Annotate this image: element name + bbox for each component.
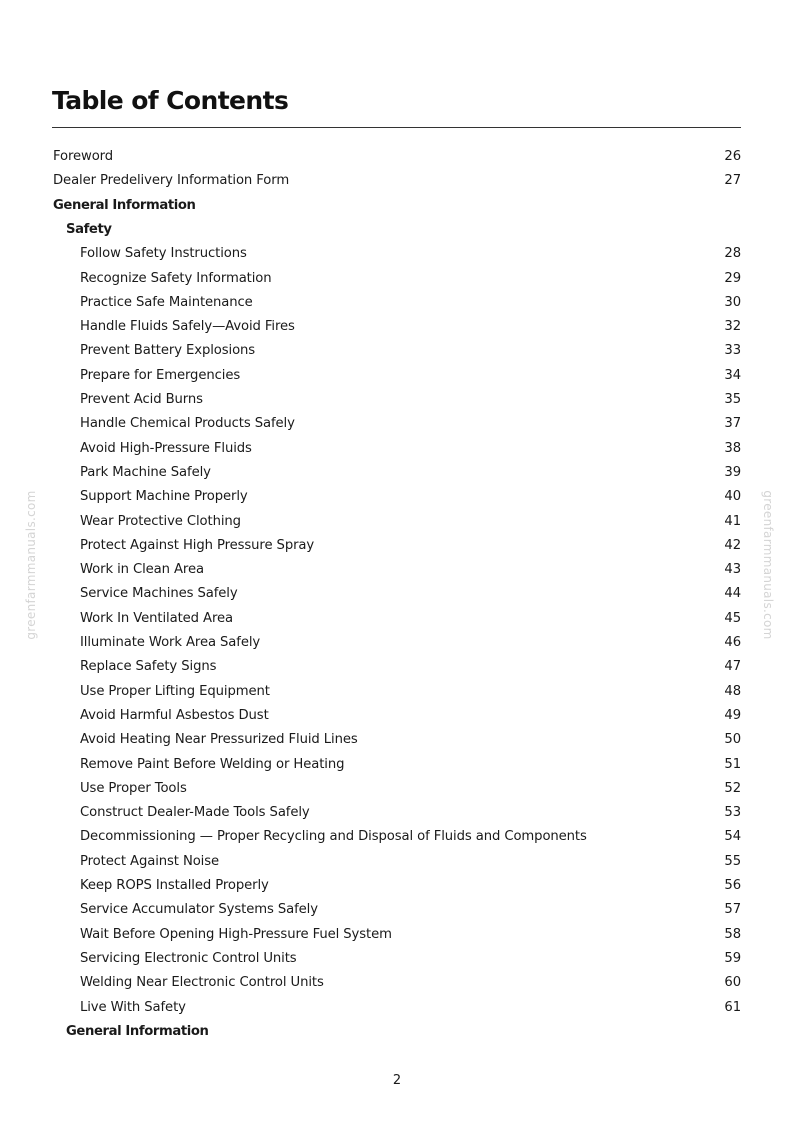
toc-entry[interactable] xyxy=(0,534,794,558)
toc-entry[interactable] xyxy=(0,582,794,606)
toc-entry-page-number: 60 xyxy=(724,975,741,991)
toc-entry-page-number: 42 xyxy=(724,537,741,553)
toc-entry-page-number: 59 xyxy=(724,950,741,966)
toc-entry[interactable] xyxy=(0,242,794,266)
toc-entry-page-number: 43 xyxy=(724,562,741,578)
toc-entry-page-number: 49 xyxy=(724,707,741,723)
toc-entry-page-number: 46 xyxy=(724,635,741,650)
toc-entry-title: Foreword xyxy=(53,149,114,164)
toc-entry[interactable] xyxy=(0,412,794,436)
toc-entry-title: Prevent Battery Explosions xyxy=(80,343,256,359)
toc-entry[interactable] xyxy=(0,145,794,169)
toc-entry[interactable] xyxy=(0,728,794,752)
toc-entry-title: Wait Before Opening High-Pressure Fuel System xyxy=(80,926,392,942)
toc-entry-page-number: 53 xyxy=(724,805,741,821)
toc-entry-title: Decommissioning — Proper Recycling and Disposal of Fluids and Components xyxy=(80,829,587,845)
toc-entry-page-number: 54 xyxy=(724,829,741,845)
toc-entry-title: General Information xyxy=(66,1023,209,1039)
toc-entry-title: Use Proper Lifting Equipment xyxy=(80,683,270,699)
toc-entry-page-number: 47 xyxy=(724,659,741,675)
toc-section-heading xyxy=(0,218,794,242)
toc-entry-title: Practice Safe Maintenance xyxy=(80,294,253,310)
toc-entry-title: Avoid Heating Near Pressurized Fluid Lines xyxy=(80,732,358,748)
toc-entry-page-number: 27 xyxy=(724,173,741,189)
toc-entry-title: Protect Against High Pressure Spray xyxy=(80,537,315,553)
toc-entry-title: Support Machine Properly xyxy=(80,489,248,505)
toc-entry-title: Safety xyxy=(66,221,112,237)
toc-entry-title: Keep ROPS Installed Properly xyxy=(80,878,269,893)
toc-entry-title: Avoid Harmful Asbestos Dust xyxy=(80,707,269,723)
toc-entry-title: Dealer Predelivery Information Form xyxy=(53,173,290,189)
toc-entry[interactable] xyxy=(0,169,794,193)
toc-entry-title: Remove Paint Before Welding or Heating xyxy=(80,756,345,772)
toc-entry-page-number: 51 xyxy=(724,756,741,772)
toc-entry-page-number: 33 xyxy=(724,343,741,359)
toc-entry-page-number: 56 xyxy=(724,878,741,893)
toc-entry[interactable] xyxy=(0,923,794,947)
toc-entry[interactable] xyxy=(0,777,794,801)
toc-entry[interactable] xyxy=(0,437,794,461)
toc-entry-page-number: 58 xyxy=(724,926,741,942)
toc-entry[interactable] xyxy=(0,267,794,291)
toc-entry-page-number: 40 xyxy=(724,489,741,505)
toc-entry[interactable] xyxy=(0,898,794,922)
toc-entry-title: Prevent Acid Burns xyxy=(80,392,203,407)
toc-entry-title: Work in Clean Area xyxy=(80,562,204,578)
toc-entry-title: Construct Dealer-Made Tools Safely xyxy=(80,805,310,821)
toc-entry-page-number: 34 xyxy=(724,367,741,383)
toc-entry-page-number: 26 xyxy=(724,149,741,164)
toc-entry[interactable] xyxy=(0,558,794,582)
toc-entry-page-number: 57 xyxy=(724,902,741,918)
toc-entry-title: Service Accumulator Systems Safely xyxy=(80,902,318,918)
toc-entry[interactable] xyxy=(0,680,794,704)
toc-entry-title: Prepare for Emergencies xyxy=(80,367,241,383)
toc-entry-title: Servicing Electronic Control Units xyxy=(80,950,297,966)
toc-entry-page-number: 37 xyxy=(724,416,741,432)
toc-entry[interactable] xyxy=(0,825,794,849)
toc-entry[interactable] xyxy=(0,364,794,388)
toc-entry[interactable] xyxy=(0,704,794,728)
toc-entry[interactable] xyxy=(0,388,794,412)
toc-entry[interactable] xyxy=(0,947,794,971)
toc-entry-title: Work In Ventilated Area xyxy=(80,610,233,626)
toc-entry-page-number: 48 xyxy=(724,683,741,699)
toc-entry-page-number: 44 xyxy=(724,586,741,602)
toc-entry[interactable] xyxy=(0,850,794,874)
toc-entry[interactable] xyxy=(0,874,794,898)
toc-entry-page-number: 28 xyxy=(724,246,741,262)
page-number: 2 xyxy=(392,1073,402,1088)
toc-entry-title: Service Machines Safely xyxy=(80,586,238,602)
toc-entry-title: Protect Against Noise xyxy=(80,853,220,869)
toc-entry-page-number: 61 xyxy=(724,999,741,1015)
toc-entry-title: Live With Safety xyxy=(80,999,186,1015)
toc-entry[interactable] xyxy=(0,339,794,363)
toc-entry-page-number: 55 xyxy=(724,853,741,869)
toc-entry[interactable] xyxy=(0,631,794,655)
toc-entry-title: Recognize Safety Information xyxy=(80,270,272,286)
toc-entry-page-number: 32 xyxy=(724,319,741,335)
toc-entry-page-number: 52 xyxy=(724,780,741,796)
toc-entry[interactable] xyxy=(0,971,794,995)
toc-entry-page-number: 41 xyxy=(724,513,741,529)
watermark-left: greenfarmmanuals.com xyxy=(24,490,38,640)
toc-entry-page-number: 50 xyxy=(724,732,741,748)
toc-entry-title: Follow Safety Instructions xyxy=(80,246,247,262)
toc-entry-title: Wear Protective Clothing xyxy=(80,513,241,529)
toc-entry-title: Avoid High-Pressure Fluids xyxy=(80,440,252,456)
toc-entry[interactable] xyxy=(0,801,794,825)
toc-entry-title: General Information xyxy=(53,197,196,213)
toc-entry-title: Park Machine Safely xyxy=(80,464,211,480)
toc-entry-page-number: 35 xyxy=(724,392,741,407)
toc-entry[interactable] xyxy=(0,996,794,1020)
toc-entry-title: Replace Safety Signs xyxy=(80,659,217,675)
toc-entry-page-number: 30 xyxy=(724,294,741,310)
toc-entry-title: Illuminate Work Area Safely xyxy=(80,635,261,650)
toc-entry[interactable] xyxy=(0,607,794,631)
toc-section-heading xyxy=(0,1020,794,1044)
toc-entry[interactable] xyxy=(0,753,794,777)
toc-entry-title: Handle Fluids Safely—Avoid Fires xyxy=(80,319,295,335)
page-title: Table of Contents xyxy=(52,86,289,115)
toc-entry-page-number: 29 xyxy=(724,270,741,286)
toc-entry[interactable] xyxy=(0,461,794,485)
watermark-right: greenfarmmanuals.com xyxy=(761,490,775,640)
toc-entry-title: Use Proper Tools xyxy=(80,780,187,796)
toc-section-heading xyxy=(0,194,794,218)
toc-entry-page-number: 45 xyxy=(724,610,741,626)
toc-entry[interactable] xyxy=(0,655,794,679)
toc-entry-title: Handle Chemical Products Safely xyxy=(80,416,295,432)
toc-entry-page-number: 39 xyxy=(724,464,741,480)
toc-entry-title: Welding Near Electronic Control Units xyxy=(80,975,324,991)
toc-entry[interactable] xyxy=(0,485,794,509)
toc-entry-page-number: 38 xyxy=(724,440,741,456)
toc-entry[interactable] xyxy=(0,510,794,534)
toc-entry[interactable] xyxy=(0,291,794,315)
toc-entry[interactable] xyxy=(0,315,794,339)
